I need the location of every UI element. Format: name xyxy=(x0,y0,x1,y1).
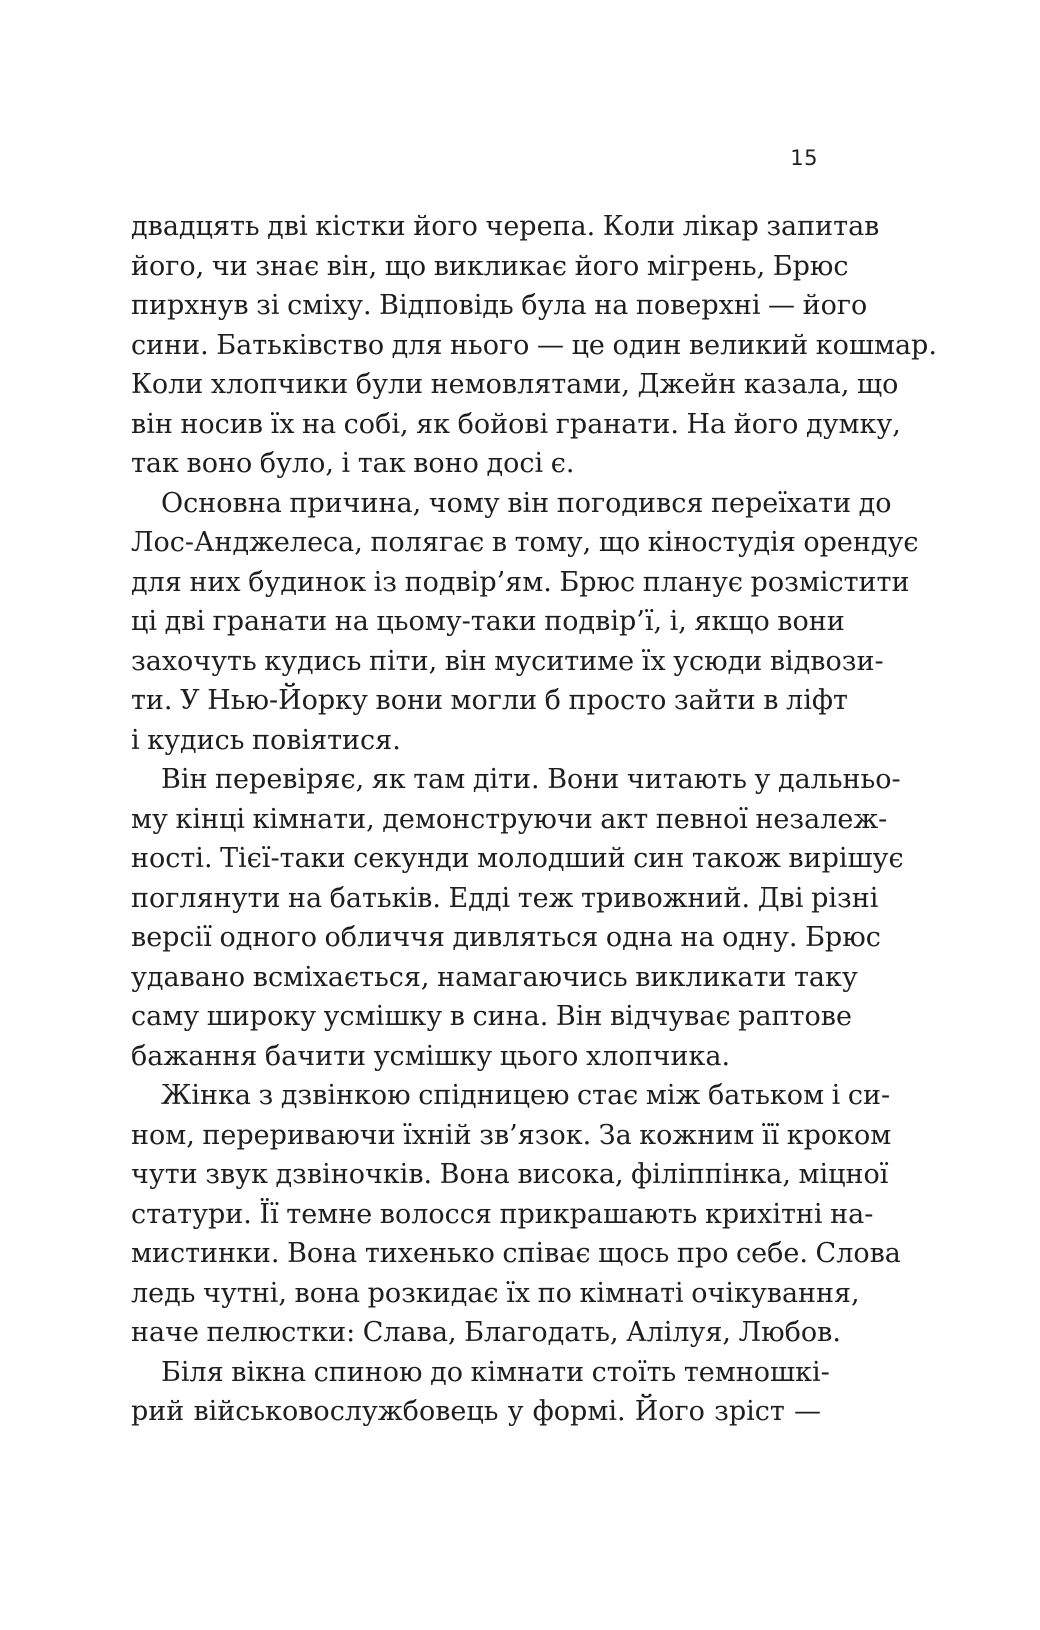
text-line: му кінці кімнати, демонструючи акт певної незалеж- xyxy=(131,803,888,835)
text-line: статури. Її темне волосся прикрашають крихітні на- xyxy=(131,1198,874,1230)
text-line: двадцять дві кістки його черепа. Коли лікар запитав xyxy=(131,211,880,242)
text-line: ти. У Нью-Йорку вони могли б просто зайти в ліфт xyxy=(131,685,848,716)
text-line: ном, перериваючи їхній зв’язок. За кожним її кроком xyxy=(131,1119,892,1151)
text-line: він носив їх на собі, як бойові гранати. На його думку, xyxy=(131,408,901,440)
text-line: наче пелюстки: Слава, Благодать, Алілуя, Любов. xyxy=(131,1317,841,1348)
text-line: пирхнув зі сміху. Відповідь була на поверхні — його xyxy=(131,290,868,321)
page-number: 15 xyxy=(790,146,818,170)
text-line: чути звук дзвіночків. Вона висока, філіппінка, міцної xyxy=(131,1159,889,1190)
text-line: рий військовослужбовець у формі. Його зріст — xyxy=(131,1396,821,1427)
body-text xyxy=(131,207,937,1432)
text-line: Лос-Анджелеса, полягає в тому, що кіностудія орендує xyxy=(131,527,919,558)
text-line: для них будинок із подвір’ям. Брюс планує розмістити xyxy=(131,566,910,598)
text-line: бажання бачити усмішку цього хлопчика. xyxy=(131,1040,731,1072)
text-line: мистинки. Вона тихенько співає щось про себе. Слова xyxy=(131,1238,901,1269)
text-line: Біля вікна спиною до кімнати стоїть темношкі- xyxy=(161,1356,830,1388)
text-line: версії одного обличчя дивляться одна на одну. Брюс xyxy=(131,922,881,953)
text-line: удавано всміхається, намагаючись викликати таку xyxy=(131,961,858,993)
text-line: Жінка з дзвінкою спідницею стає між батьком і си- xyxy=(161,1080,891,1111)
text-line: сини. Батьківство для нього — це один великий кошмар. xyxy=(131,329,937,361)
text-line: саму широку усмішку в сина. Він відчуває раптове xyxy=(131,1001,852,1032)
text-line: поглянути на батьків. Едді теж тривожний. Дві різні xyxy=(131,882,879,914)
text-line: захочуть кудись піти, він муситиме їх усюди відвози- xyxy=(131,645,884,677)
text-line: ності. Тієї-таки секунди молодший син також вирішує xyxy=(131,843,904,874)
text-line: ці дві гранати на цьому-таки подвір’ї, і, якщо вони xyxy=(131,606,845,637)
text-line: так воно було, і так воно досі є. xyxy=(131,448,575,479)
text-line: ледь чутні, вона розкидає їх по кімнаті очікування, xyxy=(131,1277,860,1309)
text-line: Він перевіряє, як там діти. Вони читають у дальньо- xyxy=(161,764,901,795)
text-line: Основна причина, чому він погодився переїхати до xyxy=(161,487,892,519)
text-line: його, чи знає він, що викликає його мігрень, Брюс xyxy=(131,250,849,282)
text-line: і кудись повіятися. xyxy=(131,724,401,756)
text-line: Коли хлопчики були немовлятами, Джейн казала, що xyxy=(131,369,899,400)
